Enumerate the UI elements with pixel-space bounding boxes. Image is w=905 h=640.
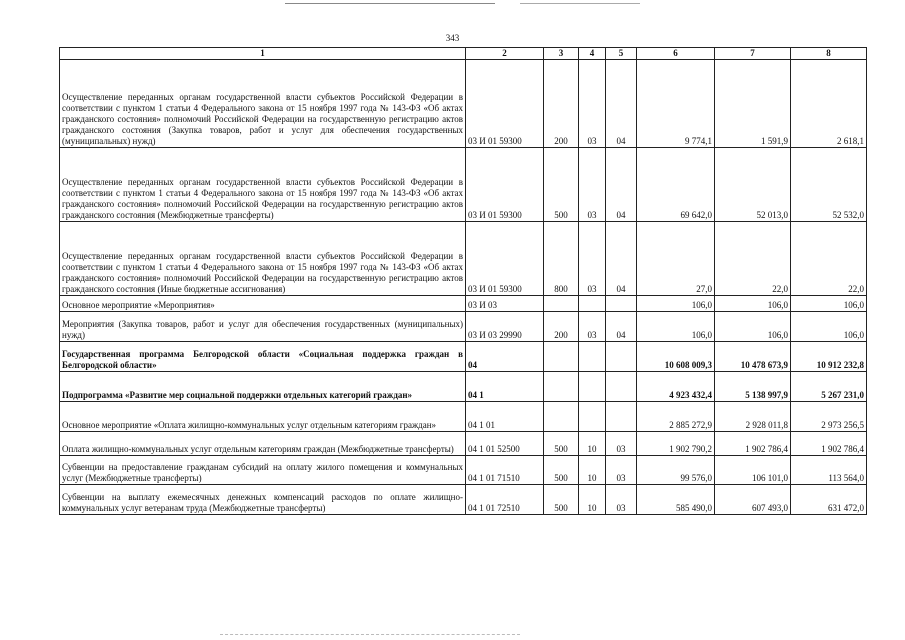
table-row: [60, 342, 867, 372]
row-amount-year-1: 2 885 272,9: [637, 402, 715, 432]
column-header: 1: [60, 48, 466, 60]
column-header: 6: [637, 48, 715, 60]
row-code: 03 И 01 59300: [466, 60, 544, 148]
row-amount-year-3: 52 532,0: [791, 148, 867, 222]
row-code: 03 И 01 59300: [466, 148, 544, 222]
row-code: 04 1 01 52500: [466, 432, 544, 456]
row-expense-type: [544, 342, 579, 372]
row-expense-type: [544, 402, 579, 432]
table-row: [60, 372, 867, 402]
table-row: [60, 296, 867, 312]
column-header: 5: [606, 48, 637, 60]
row-amount-year-3: 113 564,0: [791, 456, 867, 485]
row-name: Осуществление переданных органам государственной власти субъектов Российской Федерации в соответствии с пунктом 1 статьи 4 Федерального закона от 15 ноября 1997 года № 143-ФЗ «Об актах гражданского состояния» полномочий Российской Федерации на государственную регистрацию актов гражданского состояния (Межбюджетные трансферты): [60, 148, 466, 222]
row-amount-year-3: 2 618,1: [791, 60, 867, 148]
row-expense-type: 800: [544, 222, 579, 296]
row-subsection: [606, 342, 637, 372]
row-expense-type: 500: [544, 148, 579, 222]
row-name: Государственная программа Белгородской области «Социальная поддержка граждан в Белгородской области»: [60, 342, 466, 372]
row-expense-type: [544, 372, 579, 402]
row-subsection: 04: [606, 222, 637, 296]
row-amount-year-2: 106,0: [715, 312, 791, 342]
row-amount-year-1: 585 490,0: [637, 485, 715, 515]
table-row: [60, 312, 867, 342]
scan-edge-line: [520, 3, 640, 4]
row-amount-year-2: 2 928 011,8: [715, 402, 791, 432]
row-amount-year-1: 106,0: [637, 312, 715, 342]
row-amount-year-3: 1 902 786,4: [791, 432, 867, 456]
row-amount-year-3: 106,0: [791, 296, 867, 312]
scan-edge-line: [285, 3, 495, 4]
row-subsection: [606, 402, 637, 432]
row-expense-type: [544, 296, 579, 312]
row-code: 03 И 01 59300: [466, 222, 544, 296]
row-amount-year-1: 69 642,0: [637, 148, 715, 222]
row-amount-year-1: 9 774,1: [637, 60, 715, 148]
row-name: Субвенции на выплату ежемесячных денежных компенсаций расходов по оплате жилищно-коммунальных услуг ветеранам труда (Межбюджетные трансферты): [60, 485, 466, 515]
row-amount-year-2: 5 138 997,9: [715, 372, 791, 402]
row-section: 10: [579, 432, 606, 456]
row-amount-year-2: 22,0: [715, 222, 791, 296]
column-header: 3: [544, 48, 579, 60]
row-amount-year-1: 106,0: [637, 296, 715, 312]
row-section: 10: [579, 485, 606, 515]
row-amount-year-3: 5 267 231,0: [791, 372, 867, 402]
row-amount-year-2: 607 493,0: [715, 485, 791, 515]
column-header: 4: [579, 48, 606, 60]
row-subsection: [606, 296, 637, 312]
row-name: Подпрограмма «Развитие мер социальной поддержки отдельных категорий граждан»: [60, 372, 466, 402]
row-name: Мероприятия (Закупка товаров, работ и услуг для обеспечения государственных (муниципальных) нужд): [60, 312, 466, 342]
scan-edge-line: [220, 634, 520, 635]
row-section: 10: [579, 456, 606, 485]
row-name: Осуществление переданных органам государственной власти субъектов Российской Федерации в соответствии с пунктом 1 статьи 4 Федерального закона от 15 ноября 1997 года № 143-ФЗ «Об актах гражданского состояния» полномочий Российской Федерации на государственную регистрацию актов гражданского состояния (Закупка товаров, работ и услуг для обеспечения государственных (муниципальных) нужд): [60, 60, 466, 148]
row-expense-type: 200: [544, 60, 579, 148]
row-amount-year-1: 1 902 790,2: [637, 432, 715, 456]
row-amount-year-3: 631 472,0: [791, 485, 867, 515]
row-amount-year-2: 106,0: [715, 296, 791, 312]
column-header: 8: [791, 48, 867, 60]
row-amount-year-3: 10 912 232,8: [791, 342, 867, 372]
table-row: [60, 485, 867, 515]
table-row: [60, 456, 867, 485]
row-subsection: 04: [606, 60, 637, 148]
row-code: 04 1 01 72510: [466, 485, 544, 515]
row-section: 03: [579, 60, 606, 148]
table-body: [60, 60, 867, 515]
row-expense-type: 500: [544, 485, 579, 515]
row-amount-year-1: 4 923 432,4: [637, 372, 715, 402]
row-section: [579, 372, 606, 402]
table-row: [60, 148, 867, 222]
row-amount-year-3: 2 973 256,5: [791, 402, 867, 432]
table-row: [60, 222, 867, 296]
row-expense-type: 500: [544, 456, 579, 485]
row-code: 03 И 03 29990: [466, 312, 544, 342]
row-subsection: 03: [606, 456, 637, 485]
table-row: [60, 402, 867, 432]
row-subsection: [606, 372, 637, 402]
row-section: [579, 402, 606, 432]
row-code: 04 1 01 71510: [466, 456, 544, 485]
row-amount-year-3: 106,0: [791, 312, 867, 342]
row-amount-year-2: 10 478 673,9: [715, 342, 791, 372]
row-amount-year-2: 106 101,0: [715, 456, 791, 485]
row-amount-year-1: 10 608 009,3: [637, 342, 715, 372]
page-number: 343: [445, 33, 460, 43]
row-section: 03: [579, 148, 606, 222]
row-amount-year-1: 99 576,0: [637, 456, 715, 485]
table-row: [60, 60, 867, 148]
row-amount-year-3: 22,0: [791, 222, 867, 296]
row-code: 04: [466, 342, 544, 372]
row-subsection: 03: [606, 485, 637, 515]
budget-table: [59, 47, 867, 515]
row-section: 03: [579, 312, 606, 342]
row-subsection: 03: [606, 432, 637, 456]
row-section: [579, 342, 606, 372]
row-subsection: 04: [606, 312, 637, 342]
row-name: Основное мероприятие «Оплата жилищно-коммунальных услуг отдельным категориям граждан»: [60, 402, 466, 432]
row-amount-year-2: 1 902 786,4: [715, 432, 791, 456]
row-code: 04 1: [466, 372, 544, 402]
row-amount-year-2: 1 591,9: [715, 60, 791, 148]
table-row: [60, 432, 867, 456]
row-name: Оплата жилищно-коммунальных услуг отдельным категориям граждан (Межбюджетные трансферты): [60, 432, 466, 456]
column-header: 2: [466, 48, 544, 60]
row-section: 03: [579, 222, 606, 296]
header-row: [60, 48, 867, 60]
column-header: 7: [715, 48, 791, 60]
row-expense-type: 500: [544, 432, 579, 456]
row-name: Основное мероприятие «Мероприятия»: [60, 296, 466, 312]
row-name: Осуществление переданных органам государственной власти субъектов Российской Федерации в соответствии с пунктом 1 статьи 4 Федерального закона от 15 ноября 1997 года № 143-ФЗ «Об актах гражданского состояния» полномочий Российской Федерации на государственную регистрацию актов гражданского состояния (Иные бюджетные ассигнования): [60, 222, 466, 296]
row-amount-year-2: 52 013,0: [715, 148, 791, 222]
row-code: 04 1 01: [466, 402, 544, 432]
row-code: 03 И 03: [466, 296, 544, 312]
row-amount-year-1: 27,0: [637, 222, 715, 296]
row-expense-type: 200: [544, 312, 579, 342]
row-subsection: 04: [606, 148, 637, 222]
row-name: Субвенции на предоставление гражданам субсидий на оплату жилого помещения и коммунальных услуг (Межбюджетные трансферты): [60, 456, 466, 485]
row-section: [579, 296, 606, 312]
